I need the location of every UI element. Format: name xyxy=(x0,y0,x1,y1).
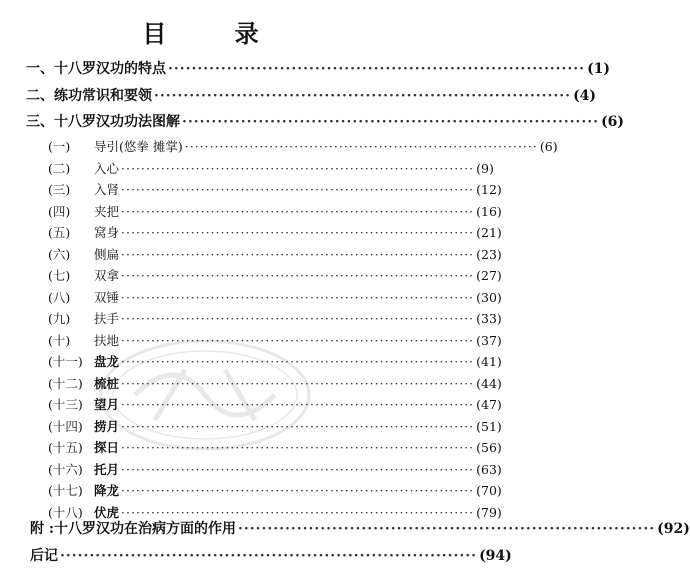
subentry-number: (十三) xyxy=(48,397,83,412)
subentry-page: (41) xyxy=(476,354,502,369)
subentry-number: (十四) xyxy=(48,418,83,434)
toc-subentry[interactable] xyxy=(48,202,502,220)
toc-subentry[interactable] xyxy=(48,374,502,392)
subentry-page: (21) xyxy=(476,225,502,240)
subentry-label: 扶地 xyxy=(94,332,120,348)
subentry-label: 梳桩 xyxy=(94,375,120,391)
subentry-label: 探日 xyxy=(94,440,120,455)
dot-leader: ······································································· xyxy=(121,311,475,326)
subentry-label: 捞月 xyxy=(94,418,120,434)
dot-leader: ······································································· xyxy=(154,88,572,104)
subentry-page: (27) xyxy=(476,268,502,283)
toc-entry-appendix[interactable] xyxy=(30,518,690,538)
entry-label: 练功常识和要领 xyxy=(54,88,152,104)
subentry-label: 伏虎 xyxy=(94,504,120,520)
toc-subentry[interactable] xyxy=(48,352,502,370)
entry-page: (92) xyxy=(657,521,690,537)
dot-leader: ······································································· xyxy=(168,61,586,77)
subentry-number: (六) xyxy=(48,246,71,262)
dot-leader: ······································································· xyxy=(182,114,600,130)
dot-leader: ······································································· xyxy=(184,139,538,154)
subentry-number: (五) xyxy=(48,225,71,240)
page-title: 目 录 xyxy=(142,19,289,48)
dot-leader: ······································································· xyxy=(238,521,656,537)
entry-number: 三、 xyxy=(26,114,54,130)
subentry-page: (9) xyxy=(476,160,494,176)
dot-leader: ······································································· xyxy=(121,418,475,434)
subentry-label: 双拿 xyxy=(94,268,120,283)
entry-label: 十八罗汉功的特点 xyxy=(54,61,166,77)
subentry-number: (十) xyxy=(48,332,71,348)
entry-page: (4) xyxy=(573,88,597,104)
entry-number: 一、 xyxy=(26,61,54,77)
subentry-label: 降龙 xyxy=(94,483,120,498)
subentry-number: (八) xyxy=(48,289,71,305)
subentry-label: 入心 xyxy=(94,160,120,176)
dot-leader: ······································································· xyxy=(121,504,475,520)
subentry-label: 窝身 xyxy=(94,225,120,240)
toc-subentry[interactable] xyxy=(48,180,502,198)
subentry-page: (30) xyxy=(476,289,502,305)
toc-subentry[interactable] xyxy=(48,137,558,155)
toc-entry-afterword[interactable] xyxy=(30,545,512,565)
toc-subentry[interactable] xyxy=(48,309,502,327)
subentry-label: 双锤 xyxy=(94,289,120,305)
subentry-number: (十一) xyxy=(48,354,83,369)
subentry-page: (6) xyxy=(539,139,558,154)
subentry-page: (63) xyxy=(476,461,502,477)
entry-label: 十八罗汉功在治病方面的作用 xyxy=(54,521,237,537)
subentry-page: (33) xyxy=(476,311,502,326)
subentry-number: (九) xyxy=(48,311,71,326)
subentry-number: (四) xyxy=(48,203,71,219)
toc-subentry[interactable] xyxy=(48,266,502,284)
subentry-number: (十七) xyxy=(48,483,83,498)
subentry-label: 入肾 xyxy=(94,182,120,197)
entry-number: 附 : xyxy=(30,521,55,537)
subentry-number: (十二) xyxy=(48,375,83,391)
subentry-label: 盘龙 xyxy=(94,354,120,369)
subentry-label: 望月 xyxy=(94,397,120,412)
subentry-label: 夹把 xyxy=(94,203,120,219)
dot-leader: ······································································· xyxy=(121,397,475,412)
subentry-number: (十五) xyxy=(48,440,83,455)
dot-leader: ······································································· xyxy=(121,375,475,391)
entry-page: (94) xyxy=(479,548,512,564)
toc-subentry[interactable] xyxy=(48,395,502,413)
toc-subentry[interactable] xyxy=(48,159,494,177)
subentry-page: (56) xyxy=(476,440,502,455)
toc-subentry[interactable] xyxy=(48,417,502,435)
subentry-label: 托月 xyxy=(94,461,120,477)
subentry-number: (七) xyxy=(48,268,71,283)
toc-subentry[interactable] xyxy=(48,460,502,478)
entry-page: (1) xyxy=(587,61,611,77)
dot-leader: ······································································· xyxy=(121,332,475,348)
subentry-page: (16) xyxy=(476,203,502,219)
toc-subentry[interactable] xyxy=(48,288,502,306)
dot-leader: ······································································· xyxy=(121,160,475,176)
subentry-number: (十六) xyxy=(48,461,83,477)
subentry-label: 侧扁 xyxy=(94,246,120,262)
entry-label: 十八罗汉功功法图解 xyxy=(54,114,180,130)
dot-leader: ······································································· xyxy=(121,246,475,262)
dot-leader: ······································································· xyxy=(121,483,475,498)
subentry-page: (51) xyxy=(476,418,502,434)
dot-leader: ······································································· xyxy=(121,289,475,305)
subentry-label: 导引(悠拳 摊掌) xyxy=(94,139,183,154)
subentry-page: (70) xyxy=(476,483,502,498)
dot-leader: ······································································· xyxy=(121,354,475,369)
dot-leader: ······································································· xyxy=(121,182,475,197)
entry-number: 二、 xyxy=(26,88,54,104)
toc-subentry[interactable] xyxy=(48,223,502,241)
toc-subentry[interactable] xyxy=(48,438,502,456)
subentry-page: (79) xyxy=(476,504,502,520)
toc-entry-1[interactable] xyxy=(26,58,611,78)
subentry-page: (37) xyxy=(476,332,502,348)
dot-leader: ······································································· xyxy=(121,203,475,219)
toc-subentry[interactable] xyxy=(48,481,502,499)
toc-entry-2[interactable] xyxy=(26,85,597,105)
subentry-number: (三) xyxy=(48,182,71,197)
subentry-number: (十八) xyxy=(48,504,83,520)
entry-label: 后记 xyxy=(30,548,58,564)
entry-page: (6) xyxy=(601,114,625,130)
subentry-label: 扶手 xyxy=(94,311,120,326)
subentry-page: (47) xyxy=(476,397,502,412)
toc-entry-3[interactable] xyxy=(26,111,625,131)
subentry-page: (44) xyxy=(476,375,502,391)
subentry-page: (12) xyxy=(476,182,502,197)
dot-leader: ······································································· xyxy=(121,461,475,477)
subentry-page: (23) xyxy=(476,246,502,262)
dot-leader: ······································································· xyxy=(60,548,478,564)
toc-subentry[interactable] xyxy=(48,245,502,263)
subentry-number: (二) xyxy=(48,160,71,176)
dot-leader: ······································································· xyxy=(121,440,475,455)
toc-subentry[interactable] xyxy=(48,331,502,349)
dot-leader: ······································································· xyxy=(121,268,475,283)
dot-leader: ······································································· xyxy=(121,225,475,240)
subentry-number: (一) xyxy=(48,139,71,154)
